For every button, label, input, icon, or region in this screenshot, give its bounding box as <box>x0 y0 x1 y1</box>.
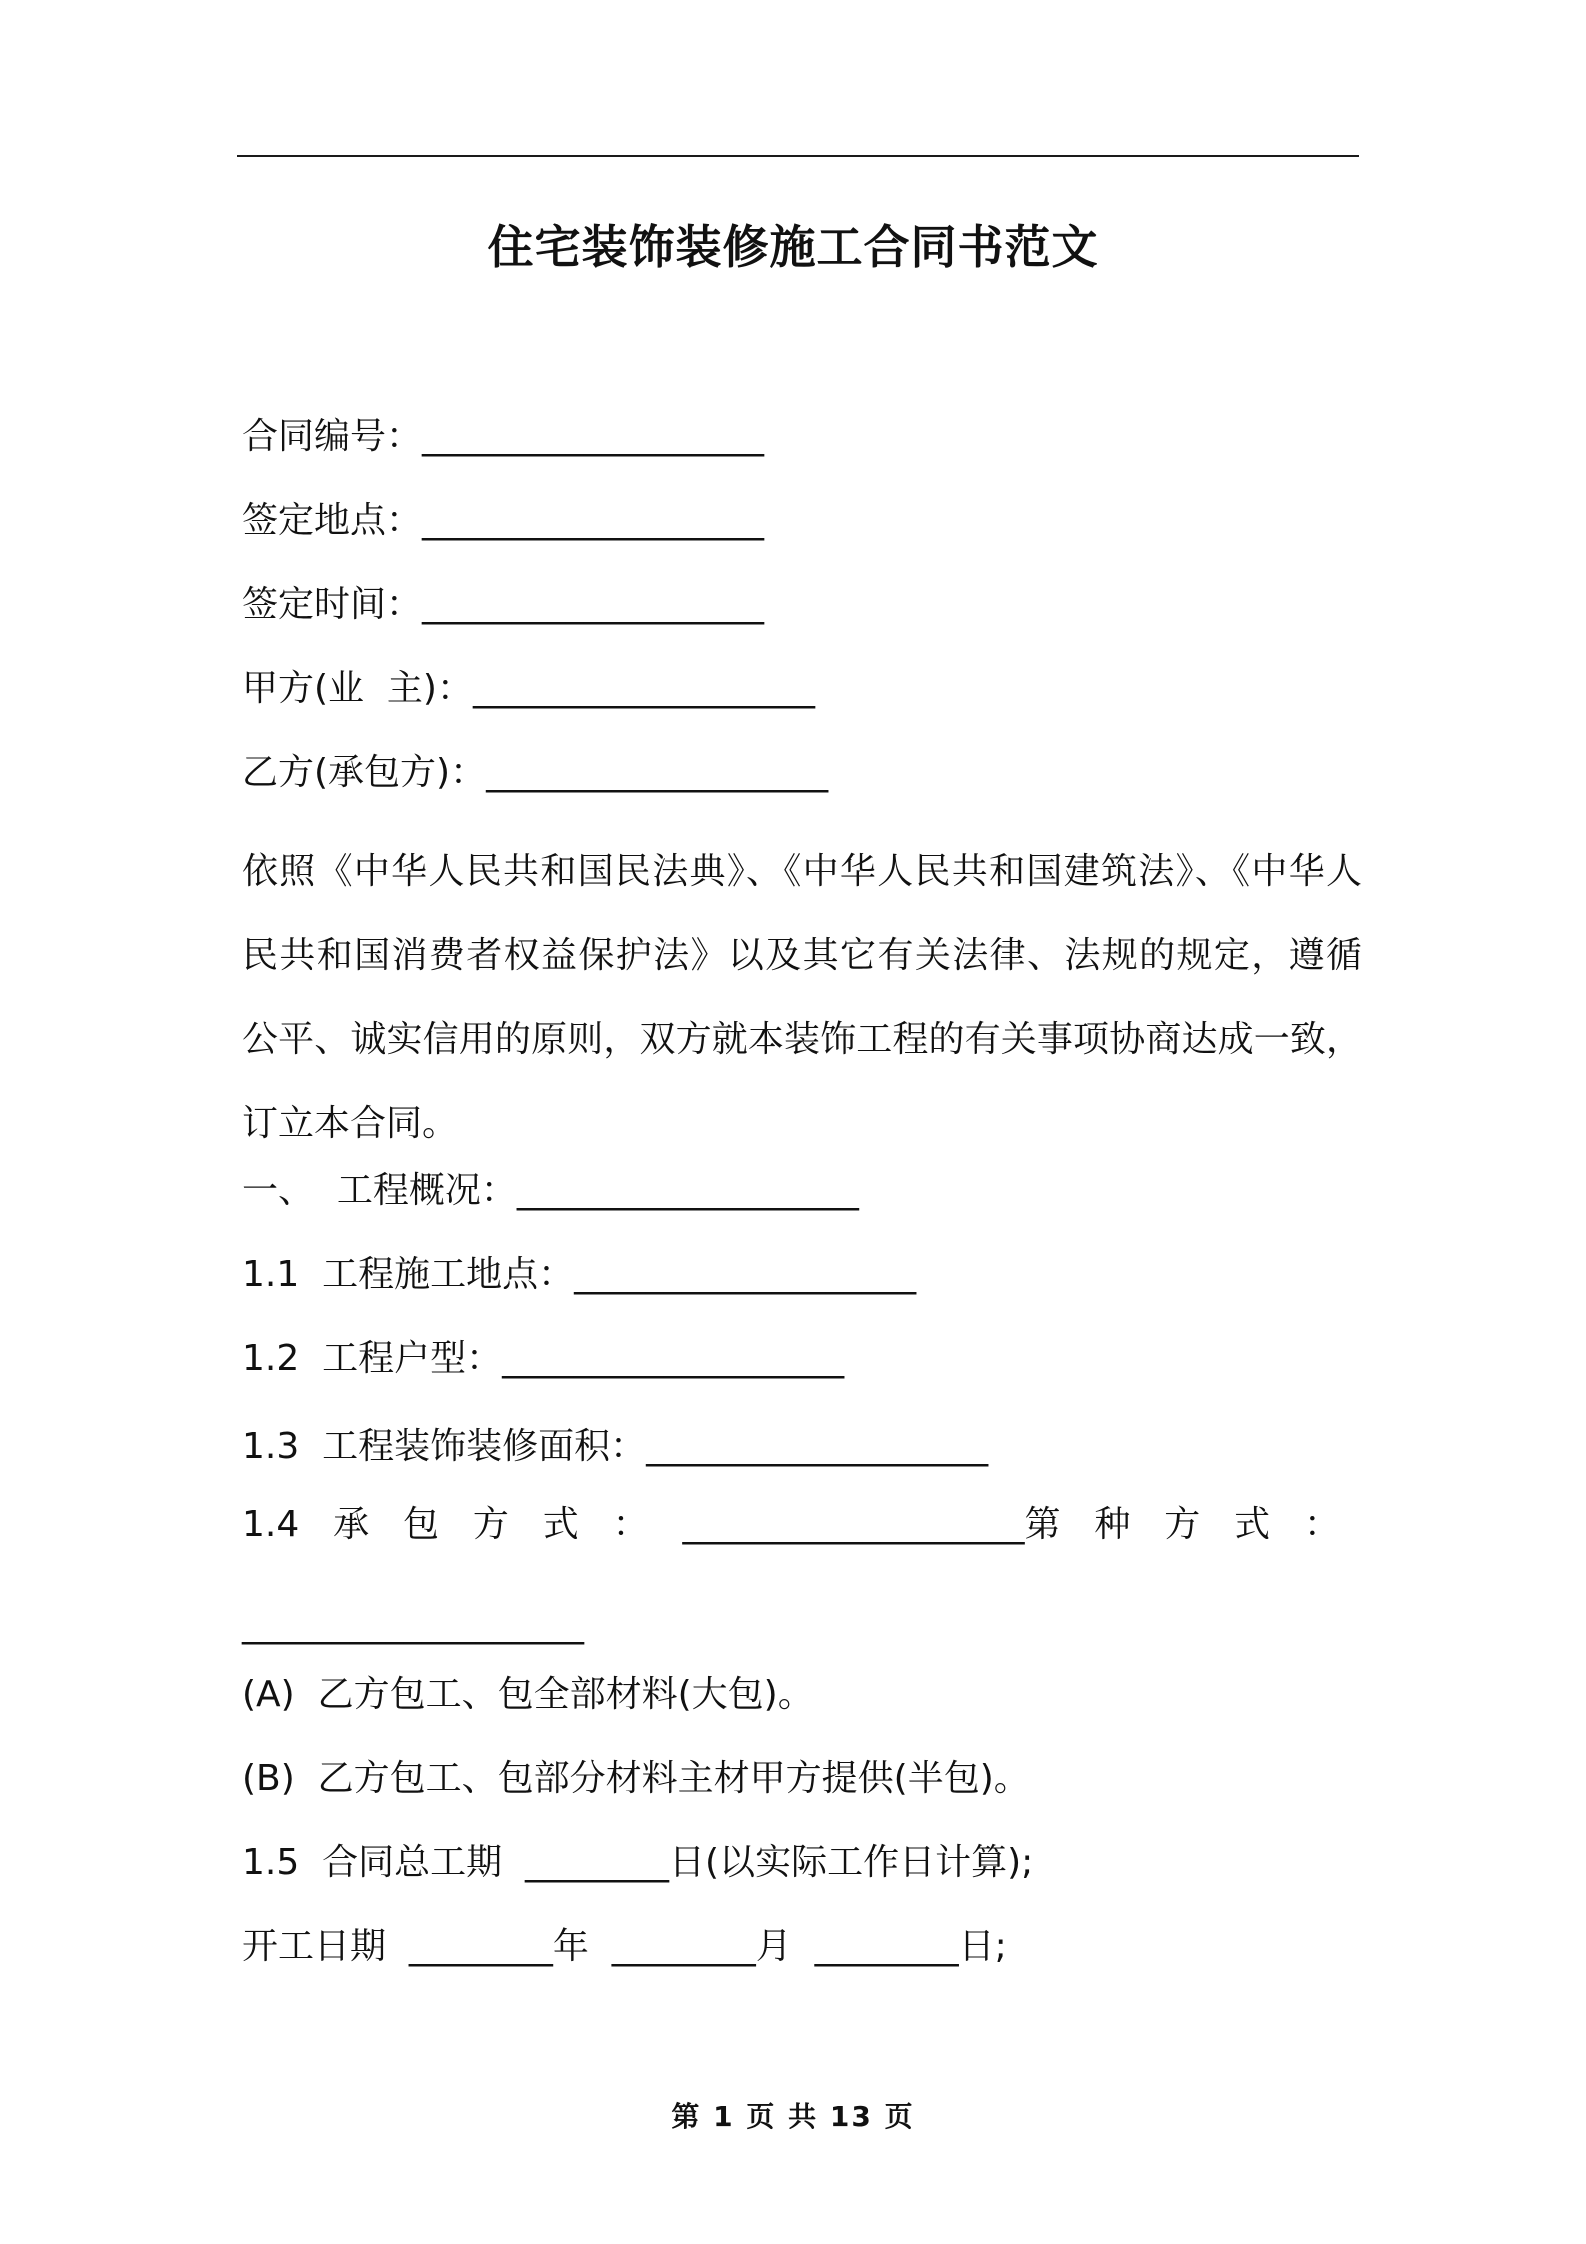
section-1-heading: 一、 工程概况：___________________ <box>242 1170 859 1211</box>
document-title: 住宅装饰装修施工合同书范文 <box>487 220 1099 274</box>
header-rule <box>237 155 1359 157</box>
item-1-4-part: ： <box>612 1504 649 1545</box>
preamble-paragraph <box>242 830 1362 1166</box>
party-a-field: 甲方(业 主)：___________________ <box>242 668 815 709</box>
preamble-line: 依照《中华人民共和国民法典》、《中华人民共和国建筑法》、《中华人 <box>242 851 1362 892</box>
preamble-line: 订立本合同。 <box>242 1103 459 1144</box>
item-1-4-part: 方 <box>472 1504 509 1545</box>
item-1-4-part: ： <box>1303 1504 1340 1545</box>
item-1-4-continuation: ___________________ <box>242 1604 584 1645</box>
start-date-line: 开工日期 ________年 ________月 ________日; <box>242 1926 1007 1967</box>
item-1-4-part: 式 <box>542 1504 579 1545</box>
item-1-4-part: 1.4 <box>242 1504 300 1545</box>
sign-place-field: 签定地点：___________________ <box>242 500 765 541</box>
option-b: (B) 乙方包工、包部分材料主材甲方提供(半包)。 <box>242 1758 1030 1799</box>
contract-number-field: 合同编号：___________________ <box>242 416 765 457</box>
preamble-line: 公平、诚实信用的原则，双方就本装饰工程的有关事项协商达成一致， <box>242 1019 1362 1060</box>
item-1-4-part: 方 <box>1164 1504 1201 1545</box>
item-1-4-part: 种 <box>1094 1504 1131 1545</box>
item-1-1: 1.1 工程施工地点：___________________ <box>242 1254 917 1295</box>
sign-time-field: 签定时间：___________________ <box>242 584 765 625</box>
item-1-3: 1.3 工程装饰装修面积：___________________ <box>242 1426 989 1467</box>
preamble-line: 民共和国消费者权益保护法》以及其它有关法律、法规的规定，遵循 <box>242 935 1362 976</box>
item-1-2: 1.2 工程户型：___________________ <box>242 1338 845 1379</box>
option-a: (A) 乙方包工、包全部材料(大包)。 <box>242 1674 814 1715</box>
item-1-4 <box>242 1500 1340 1550</box>
item-1-4-part: 承 <box>333 1504 370 1545</box>
item-1-5: 1.5 合同总工期 ________日(以实际工作日计算); <box>242 1842 1034 1883</box>
item-1-4-part: 包 <box>403 1504 440 1545</box>
page-footer: 第 1 页 共 13 页 <box>671 2100 915 2133</box>
party-b-field: 乙方(承包方)：___________________ <box>242 752 829 793</box>
item-1-4-part: ___________________第 <box>682 1504 1061 1545</box>
item-1-4-part: 式 <box>1234 1504 1271 1545</box>
